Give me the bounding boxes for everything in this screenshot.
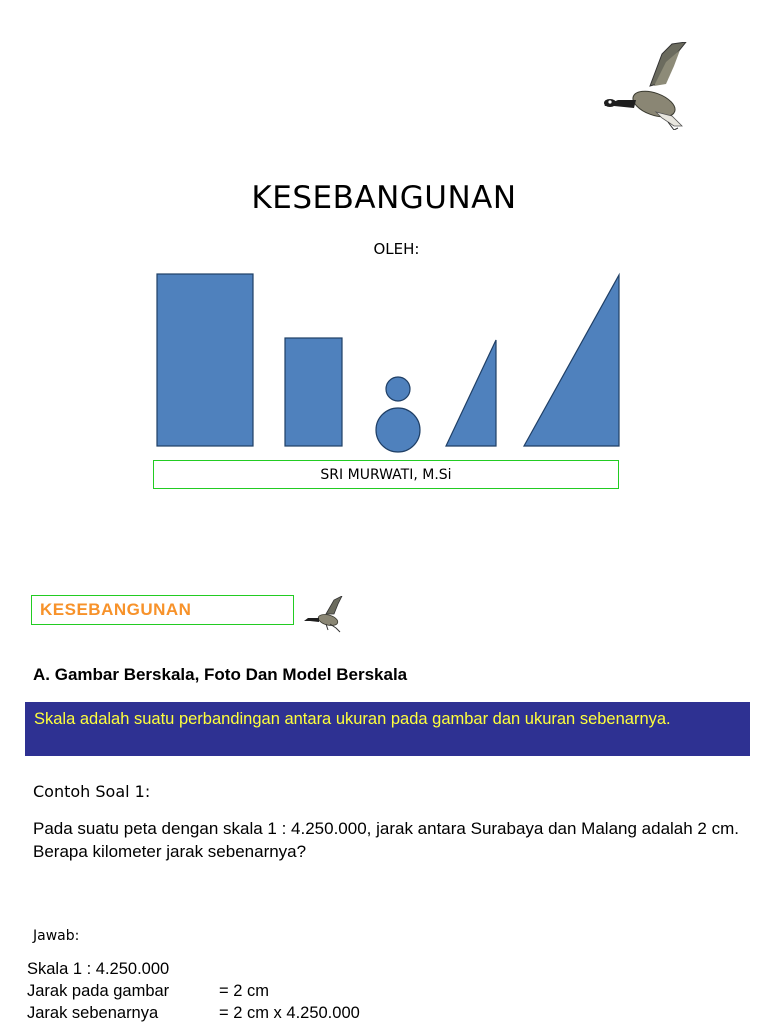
section-header: KESEBANGUNAN <box>40 600 192 619</box>
large-rectangle <box>157 274 253 446</box>
answer-line <box>27 958 360 980</box>
definition-box <box>25 702 750 756</box>
small-triangle <box>446 340 496 446</box>
small-rectangle <box>285 338 342 446</box>
answer-line <box>27 1002 360 1024</box>
small-goose-icon <box>302 596 348 634</box>
question-text: Pada suatu peta dengan skala 1 : 4.250.000, jarak antara Surabaya dan Malang adalah 2 cm. Berapa kilometer jarak sebenarnya? <box>33 819 739 861</box>
answer-label: Jawab: <box>33 928 80 944</box>
example-label: Contoh Soal 1: <box>33 782 151 801</box>
large-triangle <box>524 275 619 446</box>
flying-goose-icon <box>600 42 692 130</box>
answer-line-label: Jarak sebenarnya <box>27 1004 159 1022</box>
section-header-box <box>31 595 294 625</box>
author-name: SRI MURWATI, M.Si <box>320 466 452 483</box>
large-circle <box>376 408 420 452</box>
answer-line <box>27 980 360 1002</box>
author-box <box>153 460 619 489</box>
answer-line-label: Jarak pada gambar <box>27 982 170 1000</box>
small-circle <box>386 377 410 401</box>
answer-block <box>27 958 360 1024</box>
answer-line-label: Skala 1 : 4.250.000 <box>27 960 170 978</box>
shapes-illustration <box>150 268 630 454</box>
by-label: OLEH: <box>373 240 420 258</box>
section-heading: A. Gambar Berskala, Foto Dan Model Berskala <box>33 665 408 684</box>
definition-text: Skala adalah suatu perbandingan antara ukuran pada gambar dan ukuran sebenarnya. <box>34 710 671 728</box>
answer-line-value: = 2 cm <box>219 982 269 1000</box>
answer-line-value: = 2 cm x 4.250.000 <box>219 1004 360 1022</box>
presentation-title: KESEBANGUNAN <box>251 180 517 216</box>
